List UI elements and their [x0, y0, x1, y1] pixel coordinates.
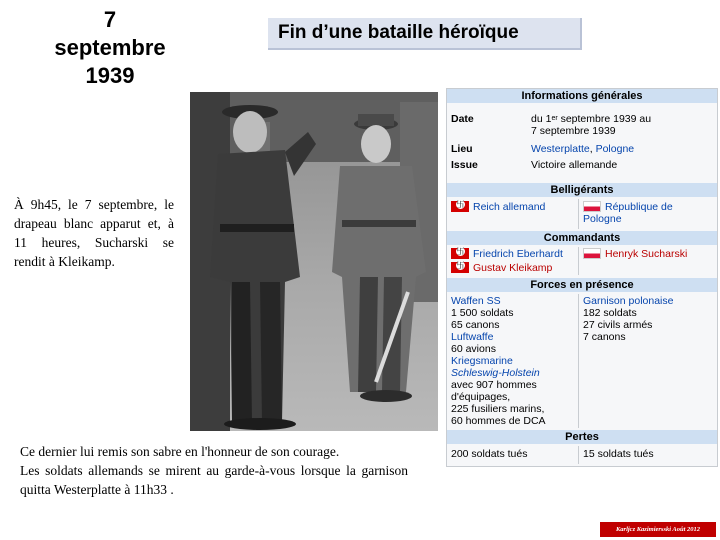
polish-flag-icon: [583, 248, 601, 259]
belligerent-poland: [583, 201, 713, 225]
infobox-header-losses: Pertes: [447, 430, 717, 444]
forces-item: avec 907 hommes: [451, 379, 537, 391]
date-value-line-2: 7 septembre 1939: [531, 125, 616, 137]
date-heading: [30, 6, 190, 90]
german-flag-icon: [451, 262, 469, 273]
sucharski-link[interactable]: Henryk Sucharski: [605, 248, 688, 260]
caption-line-1: Ce dernier lui remis son sabre en l'honneur de son courage.: [20, 444, 340, 459]
republique-pologne-link[interactable]: République de Pologne: [583, 201, 673, 225]
forces-item: 182 soldats: [583, 307, 637, 319]
outcome-value: Victoire allemande: [531, 159, 618, 171]
pologne-link[interactable]: Pologne: [595, 143, 635, 155]
date-value-part-1: du 1: [531, 113, 552, 125]
battle-infobox: [446, 88, 718, 467]
forces-germany-list: [451, 295, 577, 427]
date-year: 1939: [85, 63, 135, 88]
divider: [578, 446, 579, 464]
date-day: 7: [103, 7, 117, 32]
kleikamp-link[interactable]: Gustav Kleikamp: [473, 262, 553, 274]
surrender-photo-illustration: [190, 92, 438, 431]
forces-item[interactable]: Kriegsmarine: [451, 355, 513, 367]
eberhardt-link[interactable]: Friedrich Eberhardt: [473, 248, 563, 260]
german-flag-icon: [451, 248, 469, 259]
forces-item: d'équipages,: [451, 391, 511, 403]
divider: [578, 199, 579, 229]
forces-item: 7 canons: [583, 331, 626, 343]
polish-flag-icon: [583, 201, 601, 212]
outcome-label: Issue: [451, 159, 478, 171]
reich-allemand-link[interactable]: Reich allemand: [473, 201, 546, 213]
infobox-header-general: Informations générales: [447, 89, 717, 103]
forces-poland-list: [583, 295, 713, 343]
forces-item[interactable]: Garnison polonaise: [583, 295, 674, 307]
slide-title: Fin d’une bataille héroïque: [278, 22, 519, 43]
westerplatte-link[interactable]: Westerplatte: [531, 143, 590, 155]
forces-item: 60 avions: [451, 343, 496, 355]
infobox-header-forces: Forces en présence: [447, 278, 717, 292]
date-value: [531, 113, 651, 137]
date-value-sup: er: [551, 115, 558, 122]
place-separator: ,: [589, 143, 596, 155]
divider: [578, 294, 579, 428]
commanders-germany: [451, 248, 577, 274]
forces-item[interactable]: Schleswig-Holstein: [451, 367, 540, 379]
german-flag-icon: [451, 201, 469, 212]
commander-row: [451, 248, 577, 260]
slide-title-box: [268, 18, 582, 50]
commanders-poland: [583, 248, 713, 260]
intro-paragraph: À 9h45, le 7 septembre, le drapeau blanc apparut et, à 11 heures, Sucharski se rendit à Kleikamp.: [14, 197, 174, 269]
date-value-part-2: septembre 1939 au: [557, 113, 652, 125]
date-month: septembre: [54, 35, 166, 60]
belligerent-germany: [451, 201, 577, 213]
date-label: Date: [451, 113, 474, 125]
forces-item[interactable]: Waffen SS: [451, 295, 501, 307]
losses-poland: 15 soldats tués: [583, 448, 654, 460]
place-label: Lieu: [451, 143, 473, 155]
infobox-header-commanders: Commandants: [447, 231, 717, 245]
forces-item: 60 hommes de DCA: [451, 415, 546, 427]
commander-row: [451, 262, 577, 274]
caption-line-2: Les soldats allemands se mirent au garde-à-vous lorsque la garnison quitta Westerplatte à 11h33 .: [20, 463, 408, 497]
infobox-header-belligerents: Belligérants: [447, 183, 717, 197]
divider: [578, 247, 579, 275]
caption-paragraph: [20, 442, 408, 499]
forces-item: 1 500 soldats: [451, 307, 514, 319]
historical-photo: [190, 92, 438, 431]
author-credit: Karljcz Kazimiersski Août 2012: [600, 522, 716, 537]
forces-item: 65 canons: [451, 319, 500, 331]
forces-item[interactable]: Luftwaffe: [451, 331, 494, 343]
forces-item: 27 civils armés: [583, 319, 653, 331]
losses-germany: 200 soldats tués: [451, 448, 528, 460]
forces-item: 225 fusiliers marins,: [451, 403, 545, 415]
place-value: [531, 143, 634, 155]
